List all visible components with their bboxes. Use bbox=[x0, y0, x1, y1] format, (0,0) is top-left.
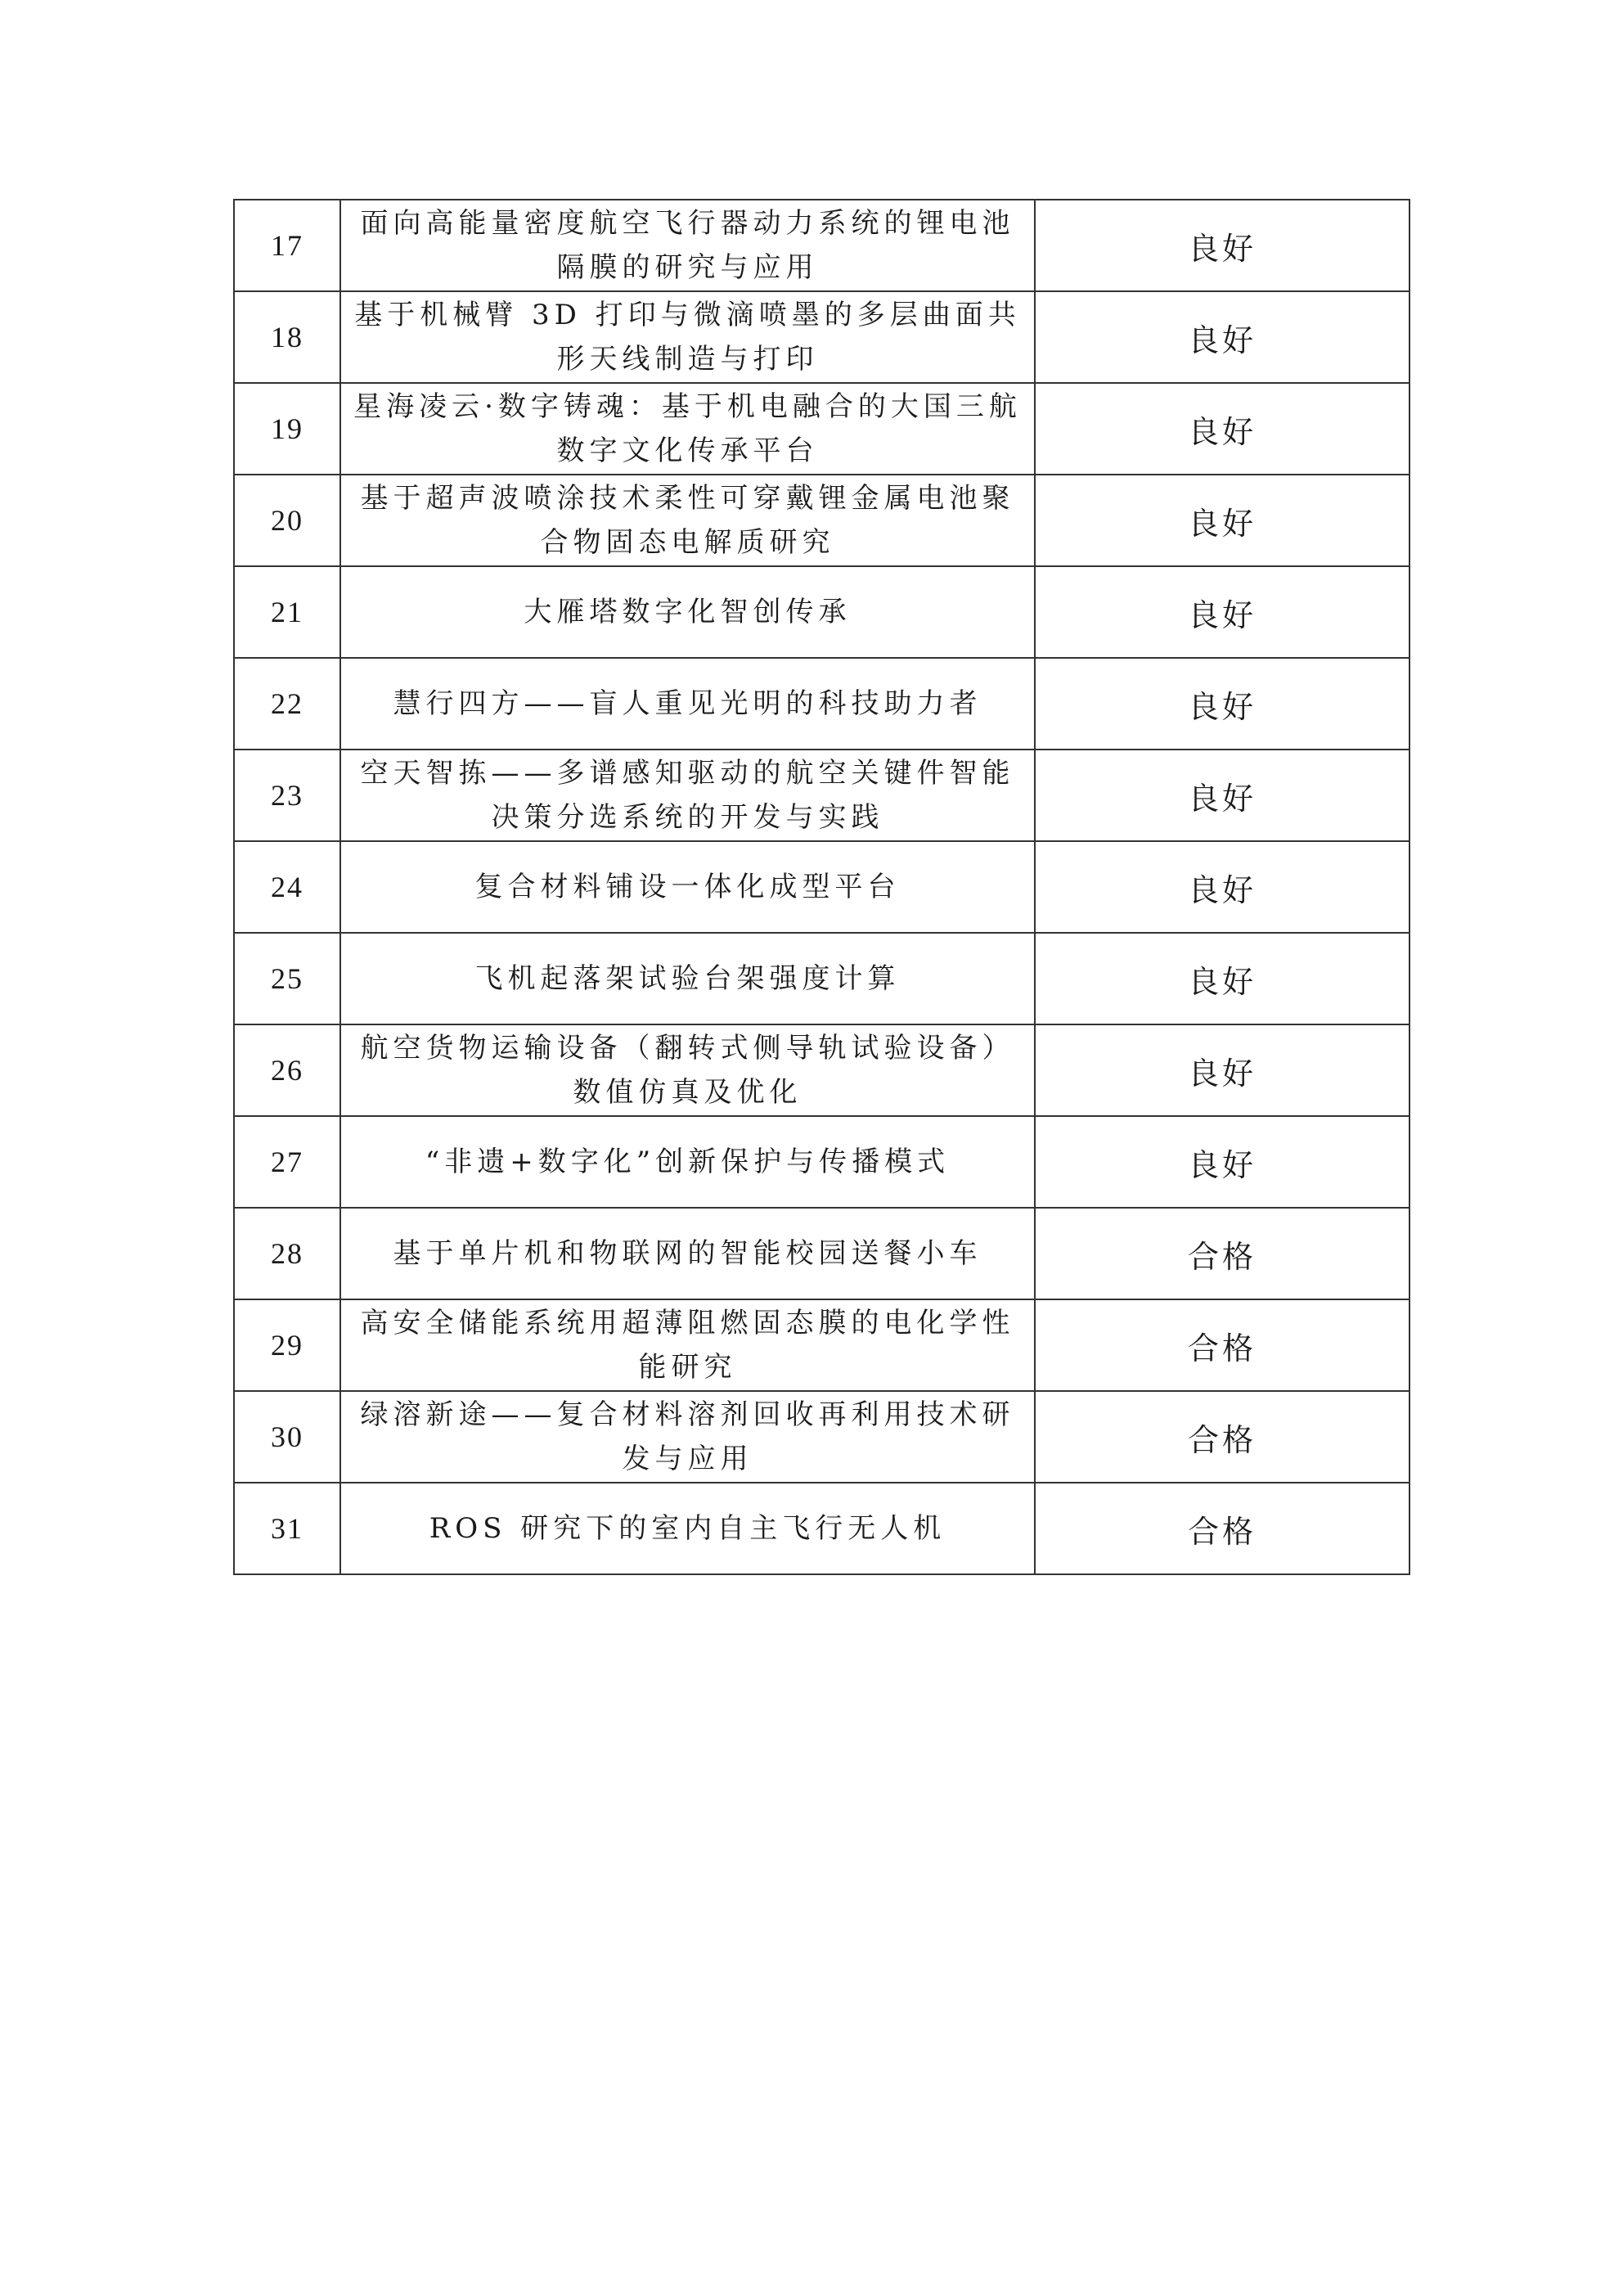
project-title-cell: 基于机械臂 3D 打印与微滴喷墨的多层曲面共形天线制造与打印 bbox=[340, 291, 1035, 383]
table-row bbox=[234, 750, 1409, 841]
table-row bbox=[234, 1483, 1409, 1574]
row-number-cell: 18 bbox=[234, 291, 340, 383]
table-row bbox=[234, 566, 1409, 658]
grade-cell: 合格 bbox=[1035, 1299, 1409, 1391]
project-title-cell: “非遗+数字化”创新保护与传播模式 bbox=[340, 1116, 1035, 1208]
row-number-cell: 25 bbox=[234, 933, 340, 1024]
row-number-cell: 17 bbox=[234, 200, 340, 291]
row-number-cell: 24 bbox=[234, 841, 340, 933]
project-title-cell: 空天智拣——多谱感知驱动的航空关键件智能决策分选系统的开发与实践 bbox=[340, 750, 1035, 841]
project-title-cell: 慧行四方——盲人重见光明的科技助力者 bbox=[340, 658, 1035, 750]
row-number-cell: 22 bbox=[234, 658, 340, 750]
table-row bbox=[234, 1391, 1409, 1483]
table-row bbox=[234, 658, 1409, 750]
row-number-cell: 19 bbox=[234, 383, 340, 475]
table-row bbox=[234, 475, 1409, 566]
table-row bbox=[234, 841, 1409, 933]
grade-cell: 良好 bbox=[1035, 841, 1409, 933]
row-number-cell: 21 bbox=[234, 566, 340, 658]
project-title-cell: 复合材料铺设一体化成型平台 bbox=[340, 841, 1035, 933]
grade-cell: 合格 bbox=[1035, 1391, 1409, 1483]
project-title-cell: 基于超声波喷涂技术柔性可穿戴锂金属电池聚合物固态电解质研究 bbox=[340, 475, 1035, 566]
grade-cell: 良好 bbox=[1035, 658, 1409, 750]
row-number-cell: 28 bbox=[234, 1208, 340, 1299]
table-row bbox=[234, 1299, 1409, 1391]
grade-cell: 良好 bbox=[1035, 1116, 1409, 1208]
grade-cell: 良好 bbox=[1035, 933, 1409, 1024]
row-number-cell: 23 bbox=[234, 750, 340, 841]
table-row bbox=[234, 383, 1409, 475]
grade-cell: 合格 bbox=[1035, 1208, 1409, 1299]
row-number-cell: 20 bbox=[234, 475, 340, 566]
project-title-cell: 大雁塔数字化智创传承 bbox=[340, 566, 1035, 658]
table-row bbox=[234, 933, 1409, 1024]
grade-cell: 合格 bbox=[1035, 1483, 1409, 1574]
grade-cell: 良好 bbox=[1035, 750, 1409, 841]
table-row bbox=[234, 1208, 1409, 1299]
table-row bbox=[234, 200, 1409, 291]
row-number-cell: 27 bbox=[234, 1116, 340, 1208]
row-number-cell: 29 bbox=[234, 1299, 340, 1391]
table-row bbox=[234, 1116, 1409, 1208]
project-title-cell: 高安全储能系统用超薄阻燃固态膜的电化学性能研究 bbox=[340, 1299, 1035, 1391]
row-number-cell: 26 bbox=[234, 1024, 340, 1116]
grade-cell: 良好 bbox=[1035, 291, 1409, 383]
project-title-cell: 绿溶新途——复合材料溶剂回收再利用技术研发与应用 bbox=[340, 1391, 1035, 1483]
grade-cell: 良好 bbox=[1035, 383, 1409, 475]
results-table bbox=[233, 199, 1410, 1575]
project-title-cell: ROS 研究下的室内自主飞行无人机 bbox=[340, 1483, 1035, 1574]
grade-cell: 良好 bbox=[1035, 475, 1409, 566]
project-title-cell: 航空货物运输设备（翻转式侧导轨试验设备）数值仿真及优化 bbox=[340, 1024, 1035, 1116]
grade-cell: 良好 bbox=[1035, 1024, 1409, 1116]
project-title-cell: 飞机起落架试验台架强度计算 bbox=[340, 933, 1035, 1024]
project-title-cell: 星海凌云·数字铸魂：基于机电融合的大国三航数字文化传承平台 bbox=[340, 383, 1035, 475]
results-table-body bbox=[234, 200, 1409, 1574]
project-title-cell: 基于单片机和物联网的智能校园送餐小车 bbox=[340, 1208, 1035, 1299]
table-row bbox=[234, 1024, 1409, 1116]
project-title-cell: 面向高能量密度航空飞行器动力系统的锂电池隔膜的研究与应用 bbox=[340, 200, 1035, 291]
grade-cell: 良好 bbox=[1035, 566, 1409, 658]
table-row bbox=[234, 291, 1409, 383]
grade-cell: 良好 bbox=[1035, 200, 1409, 291]
row-number-cell: 30 bbox=[234, 1391, 340, 1483]
row-number-cell: 31 bbox=[234, 1483, 340, 1574]
